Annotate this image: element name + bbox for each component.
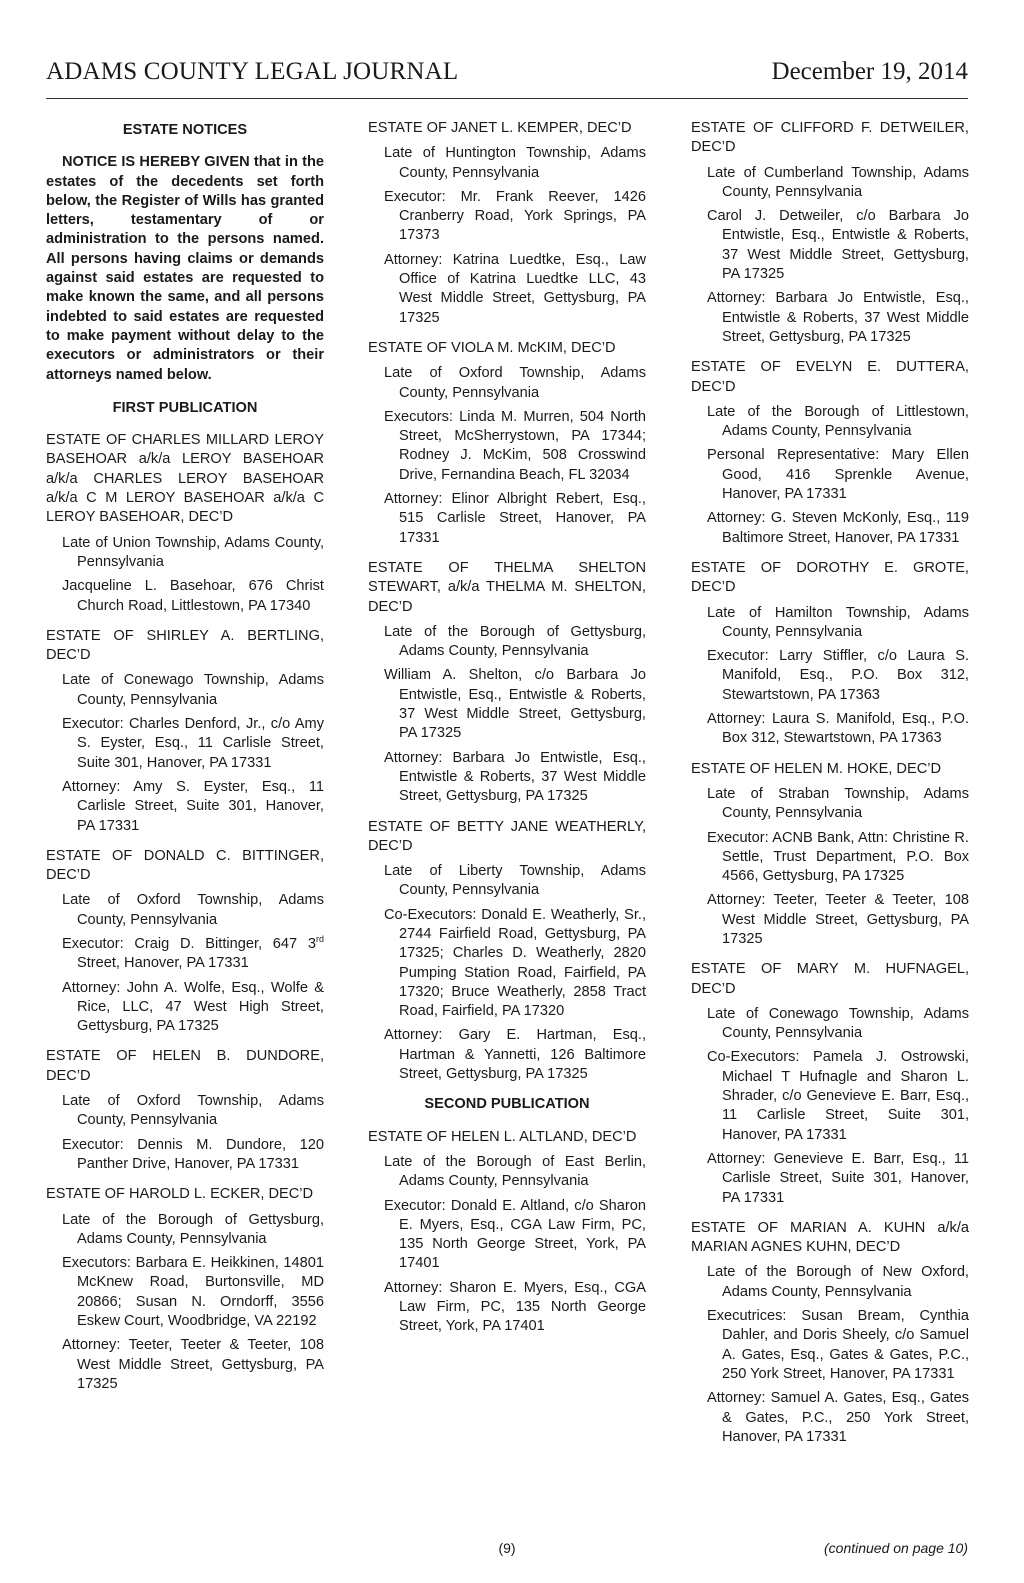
- estate-detail: Late of Oxford Township, Adams County, Pennsylvania: [62, 1093, 324, 1129]
- estate-detail: Executor: ACNB Bank, Attn: Christine R. Settle, Trust Department, P.O. Box 4566, Gettysburg, PA 17325: [707, 829, 969, 885]
- estate-detail: Late of Oxford Township, Adams County, Pennsylvania: [62, 892, 324, 928]
- section-heading-second-publication: SECOND PUBLICATION: [424, 1096, 590, 1113]
- estate-entry: [691, 119, 969, 347]
- estate-detail: Attorney: Teeter, Teeter & Teeter, 108 West Middle Street, Gettysburg, PA 17325: [707, 892, 969, 947]
- estate-detail: Executors: Barbara E. Heikkinen, 14801 McKnew Road, Burtonsville, MD 20866; Susan N. Orndorff, 3556 Eskew Court, Woodbridge, VA 22192: [62, 1255, 324, 1330]
- estate-name: ESTATE OF CLIFFORD F. DETWEILER, DEC’D: [691, 120, 969, 156]
- estate-detail: Co-Executors: Pamela J. Ostrowski, Michael T Hufnagle and Sharon L. Shrader, c/o Genevieve E. Barr, Esq., 11 Carlisle Street, Suite 301, Hanover, PA 17331: [707, 1049, 969, 1143]
- estate-detail: Attorney: John A. Wolfe, Esq., Wolfe & Rice, LLC, 47 West High Street, Gettysburg, PA 17325: [62, 979, 324, 1035]
- estate-detail: Jacqueline L. Basehoar, 676 Christ Church Road, Littlestown, PA 17340: [62, 578, 324, 614]
- estate-name: ESTATE OF BETTY JANE WEATHERLY, DEC’D: [368, 818, 646, 854]
- estate-detail: Attorney: Barbara Jo Entwistle, Esq., Entwistle & Roberts, 37 West Middle Street, Gettysburg, PA 17325: [384, 749, 646, 805]
- estate-name: ESTATE OF HELEN M. HOKE, DEC’D: [691, 760, 942, 777]
- column-3: [691, 119, 969, 1458]
- estate-detail: Executrices: Susan Bream, Cynthia Dahler, and Doris Sheely, c/o Samuel A. Gates, Esq., Gates & Gates, P.C., 250 York Street, Hanover, PA 17331: [707, 1308, 969, 1382]
- page-header: [46, 58, 968, 99]
- estate-name: ESTATE OF MARIAN A. KUHN a/k/a MARIAN AGNES KUHN, DEC’D: [691, 1219, 969, 1256]
- estate-entry: [368, 339, 646, 548]
- estate-detail: Late of Conewago Township, Adams County, Pennsylvania: [62, 672, 324, 708]
- notice-intro: NOTICE IS HEREBY GIVEN that in the estates of the decedents set forth below, the Register of Wills has granted letters, testamentary of or administration to the persons named. All persons having claims or demands against said estates are requested to make known the same, and all persons indebted to said estates are requested to make payment without delay to the executors or administrators or their attorneys named below.: [46, 154, 324, 383]
- column-2: [368, 119, 646, 1348]
- section-heading-estate-notices: ESTATE NOTICES: [122, 122, 248, 138]
- estate-name: ESTATE OF HELEN L. ALTLAND, DEC’D: [368, 1128, 637, 1145]
- estate-name: ESTATE OF CHARLES MILLARD LEROY BASEHOAR a/k/a LEROY BASEHOAR a/k/a CHARLES LEROY BASEHOAR a/k/a C M LEROY BASEHOAR a/k/a C LEROY BASEHOAR, DEC’D: [46, 432, 324, 526]
- estate-detail: Executor: Charles Denford, Jr., c/o Amy S. Eyster, Esq., 11 Carlisle Street, Suite 301, Hanover, PA 17331: [62, 716, 324, 771]
- estate-name: ESTATE OF HAROLD L. ECKER, DEC’D: [46, 1186, 314, 1203]
- estate-entry: [46, 431, 324, 616]
- estate-detail: Executor: Mr. Frank Reever, 1426 Cranberry Road, York Springs, PA 17373: [384, 188, 646, 244]
- estate-detail: Late of the Borough of Gettysburg, Adams County, Pennsylvania: [62, 1211, 324, 1247]
- estate-detail: Late of Oxford Township, Adams County, Pennsylvania: [384, 365, 646, 401]
- estate-entry: [368, 119, 646, 328]
- estate-detail: Late of Straban Township, Adams County, Pennsylvania: [707, 785, 969, 822]
- estate-name: ESTATE OF JANET L. KEMPER, DEC’D: [368, 120, 632, 136]
- estate-name: ESTATE OF DOROTHY E. GROTE, DEC’D: [691, 559, 969, 596]
- estate-detail: Attorney: Laura S. Manifold, Esq., P.O. Box 312, Stewartstown, PA 17363: [707, 711, 969, 747]
- estate-entry: [368, 559, 646, 807]
- estate-detail: Attorney: Samuel A. Gates, Esq., Gates & Gates, P.C., 250 York Street, Hanover, PA 17331: [707, 1390, 969, 1445]
- estate-detail: Executor: Craig D. Bittinger, 647 3rd Street, Hanover, PA 17331: [62, 934, 324, 972]
- estate-detail: Late of the Borough of Gettysburg, Adams County, Pennsylvania: [384, 623, 646, 660]
- estate-detail: Executors: Linda M. Murren, 504 North Street, McSherrystown, PA 17344; Rodney J. McKim, 508 Crosswind Drive, Fernandina Beach, FL 32034: [384, 408, 646, 483]
- estate-detail: Attorney: Teeter, Teeter & Teeter, 108 West Middle Street, Gettysburg, PA 17325: [62, 1337, 324, 1392]
- estate-name: ESTATE OF SHIRLEY A. BERTLING, DEC’D: [46, 627, 324, 664]
- estate-entry: [46, 1047, 324, 1174]
- estate-detail: William A. Shelton, c/o Barbara Jo Entwistle, Esq., Entwistle & Roberts, 37 West Middle Street, Gettysburg, PA 17325: [384, 667, 646, 742]
- estate-detail: Late of Union Township, Adams County, Pennsylvania: [62, 534, 324, 570]
- estate-entry: [368, 1128, 646, 1337]
- estate-detail: Late of Hamilton Township, Adams County, Pennsylvania: [707, 604, 969, 640]
- estate-name: ESTATE OF THELMA SHELTON STEWART, a/k/a THELMA M. SHELTON, DEC’D: [368, 559, 646, 615]
- estate-detail: Late of Liberty Township, Adams County, Pennsylvania: [384, 863, 646, 899]
- estate-name: ESTATE OF EVELYN E. DUTTERA, DEC’D: [691, 359, 969, 395]
- estate-detail: Attorney: Sharon E. Myers, Esq., CGA Law Firm, PC, 135 North George Street, York, PA 17401: [384, 1279, 646, 1335]
- estate-detail: Attorney: Katrina Luedtke, Esq., Law Office of Katrina Luedtke LLC, 43 West Middle Street, Gettysburg, PA 17325: [384, 251, 646, 326]
- estate-entry: [46, 1185, 324, 1394]
- estate-detail: Co-Executors: Donald E. Weatherly, Sr., 2744 Fairfield Road, Gettysburg, PA 17325; Charles D. Weatherly, 2820 Pumping Station Road, Fairfield, PA 17320; Bruce Weatherly, 2858 Tract Road, Fairfield, PA 17320: [384, 906, 646, 1020]
- estate-name: ESTATE OF VIOLA M. McKIM, DEC’D: [368, 339, 616, 356]
- estate-detail: Attorney: Amy S. Eyster, Esq., 11 Carlisle Street, Suite 301, Hanover, PA 17331: [62, 778, 324, 834]
- estate-detail: Attorney: Genevieve E. Barr, Esq., 11 Carlisle Street, Suite 301, Hanover, PA 17331: [707, 1150, 969, 1206]
- estate-detail: Late of Cumberland Township, Adams County, Pennsylvania: [707, 164, 969, 200]
- estate-detail: Attorney: G. Steven McKonly, Esq., 119 Baltimore Street, Hanover, PA 17331: [707, 510, 969, 546]
- estate-name: ESTATE OF MARY M. HUFNAGEL, DEC’D: [691, 961, 969, 997]
- section-heading-first-publication: FIRST PUBLICATION: [112, 399, 258, 416]
- estate-detail: Late of the Borough of Littlestown, Adams County, Pennsylvania: [707, 403, 969, 440]
- issue-date: December 19, 2014: [771, 58, 968, 85]
- estate-detail: Attorney: Gary E. Hartman, Esq., Hartman & Yannetti, 126 Baltimore Street, Gettysburg, PA 17325: [384, 1027, 646, 1083]
- page-number: (9): [498, 1540, 516, 1556]
- estate-detail: Late of the Borough of New Oxford, Adams County, Pennsylvania: [707, 1264, 969, 1300]
- column-1: [46, 119, 324, 1405]
- estate-detail: Executor: Dennis M. Dundore, 120 Panther Drive, Hanover, PA 17331: [62, 1136, 324, 1172]
- estate-entry: [691, 559, 969, 749]
- estate-detail: Attorney: Barbara Jo Entwistle, Esq., Entwistle & Roberts, 37 West Middle Street, Gettysburg, PA 17325: [707, 290, 969, 345]
- estate-detail: Executor: Donald E. Altland, c/o Sharon E. Myers, Esq., CGA Law Firm, PC, 135 North George Street, York, PA 17401: [384, 1197, 646, 1272]
- estate-detail: Carol J. Detweiler, c/o Barbara Jo Entwistle, Esq., Entwistle & Roberts, 37 West Middle Street, Gettysburg, PA 17325: [707, 208, 969, 283]
- estate-detail: Late of Conewago Township, Adams County, Pennsylvania: [707, 1005, 969, 1042]
- estate-detail: Late of the Borough of East Berlin, Adams County, Pennsylvania: [384, 1153, 646, 1190]
- estate-entry: [46, 627, 324, 836]
- estate-entry: [368, 818, 646, 1085]
- estate-name: ESTATE OF DONALD C. BITTINGER, DEC’D: [46, 847, 324, 884]
- estate-detail: Personal Representative: Mary Ellen Good, 416 Sprenkle Avenue, Hanover, PA 17331: [707, 447, 969, 503]
- estate-detail: Executor: Larry Stiffler, c/o Laura S. Manifold, Esq., P.O. Box 312, Stewartstown, PA 17363: [707, 648, 969, 703]
- estate-detail: Late of Huntington Township, Adams County, Pennsylvania: [384, 145, 646, 181]
- journal-title: ADAMS COUNTY LEGAL JOURNAL: [46, 58, 459, 85]
- estate-entry: [46, 847, 324, 1037]
- estate-entry: [691, 358, 969, 548]
- estate-entry: [691, 1219, 969, 1447]
- continued-note: (continued on page 10): [824, 1540, 968, 1556]
- estate-entry: [691, 760, 969, 950]
- estate-entry: [691, 960, 969, 1208]
- estate-name: ESTATE OF HELEN B. DUNDORE, DEC’D: [46, 1048, 324, 1084]
- estate-detail: Attorney: Elinor Albright Rebert, Esq., 515 Carlisle Street, Hanover, PA 17331: [384, 491, 646, 546]
